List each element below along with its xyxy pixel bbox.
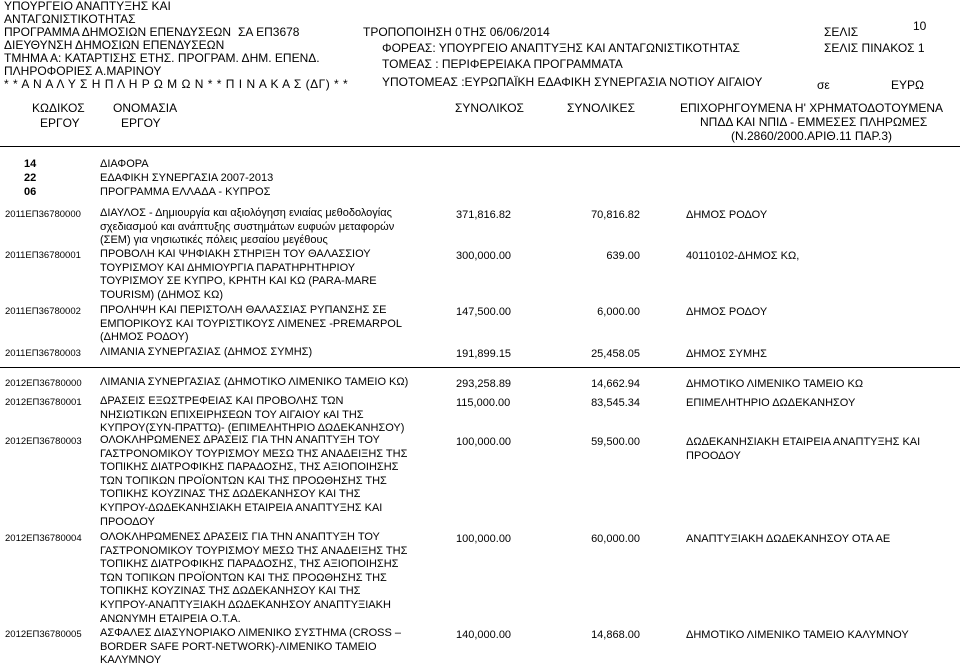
beneficiary-line: 40110102-ΔΗΜΟΣ ΚΩ,: [686, 250, 800, 262]
project-name-line: ΓΑΣΤΡΟΝΟΜΙΚΟΥ ΤΟΥΡΙΣΜΟΥ ΜΕΣΩ ΤΗΣ ΑΝΑΔΕΙΞΗΣ ΤΗΣ: [100, 544, 408, 557]
project-name-line: ΠΡΟΛΗΨΗ ΚΑΙ ΠΕΡΙΣΤΟΛΗ ΘΑΛΑΣΣΙΑΣ ΡΥΠΑΝΣΗΣ ΣΕ: [100, 304, 387, 316]
project-name-line: ΠΡΟΒΟΛΗ ΚΑΙ ΨΗΦΙΑΚΗ ΣΤΗΡΙΞΗ ΤΟΥ ΘΑΛΑΣΣΙΟΥ: [100, 248, 371, 260]
total-payments-value: 639.00: [606, 250, 640, 262]
project-name-line: ΚΥΠΡΟΥ(ΣΥΝ-ΠΡΑΤΤΩ)- (ΕΠΙΜΕΛΗΤΗΡΙΟ ΔΩΔΕΚΑΝΗΣΟΥ): [100, 422, 405, 435]
beneficiary-line: ΔΗΜΟΤΙΚΟ ΛΙΜΕΝΙΚΟ ΤΑΜΕΙΟ ΚΑΛΥΜΝΟΥ: [686, 629, 909, 641]
total-cost-value: 100,000.00: [456, 436, 512, 448]
total-payments-value: 14,662.94: [591, 378, 640, 390]
project-name-line: (ΔΗΜΟΣ ΡΟΔΟΥ): [100, 331, 189, 344]
col-beneficiary-line-2: ΝΠΔΔ ΚΑΙ ΝΠΙΔ - ΕΜΜΕΣΕΣ ΠΛΗΡΩΜΕΣ: [700, 115, 928, 129]
unit-se: σε: [817, 78, 830, 92]
col-code-line-2: ΕΡΓΟΥ: [40, 116, 80, 130]
beneficiary-line: ΔΗΜΟΣ ΡΟΔΟΥ: [686, 306, 768, 318]
foreas-line: ΦΟΡΕΑΣ: ΥΠΟΥΡΓΕΙΟ ΑΝΑΠΤΥΞΗΣ ΚΑΙ ΑΝΤΑΓΩΝΙΣΤΙΚΟΤΗΤΑΣ: [382, 41, 740, 55]
project-name-line: ΕΜΠΟΡΙΚΟΥΣ ΚΑΙ ΤΟΥΡΙΣΤΙΚΟΥΣ ΛΙΜΕΝΕΣ -PREMARPOL: [100, 317, 402, 330]
beneficiary-line: ΕΠΙΜΕΛΗΤΗΡΙΟ ΔΩΔΕΚΑΝΗΣΟΥ: [686, 397, 856, 409]
project-name-line: (ΣΕΜ) για νησιωτικές πόλεις μεσαίου μεγέθους: [100, 234, 328, 247]
project-name-line: ΤΟΠΙΚΗΣ ΔΙΑΤΡΟΦΙΚΗΣ ΠΑΡΑΔΟΣΗΣ, ΤΗΣ ΑΞΙΟΠΟΙΗΣΗΣ: [100, 558, 399, 571]
project-name-line: ΤΟΠΙΚΗΣ ΔΙΑΤΡΟΦΙΚΗΣ ΠΑΡΑΔΟΣΗΣ, ΤΗΣ ΑΞΙΟΠΟΙΗΣΗΣ: [100, 461, 399, 474]
ministry-line-1: ΥΠΟΥΡΓΕΙΟ ΑΝΑΠΤΥΞΗΣ ΚΑΙ: [4, 0, 171, 13]
beneficiary-line: ΑΝΑΠΤΥΞΙΑΚΗ ΔΩΔΕΚΑΝΗΣΟΥ ΟΤΑ ΑΕ: [686, 533, 891, 545]
col-beneficiary-line-3: (Ν.2860/2000.ΑΡΙΘ.11 ΠΑΡ.3): [731, 129, 892, 143]
project-code: 2012ΕΠ36780000: [5, 378, 82, 389]
total-payments-value: 59,500.00: [591, 436, 640, 448]
total-payments-value: 6,000.00: [597, 306, 640, 318]
page-label: ΣΕΛΙΣ: [824, 25, 859, 39]
beneficiary-line: ΠΡΟΟΔΟΥ: [686, 449, 741, 462]
ypotomeas-line: ΥΠΟΤΟΜΕΑΣ :ΕΥΡΩΠΑΪΚΗ ΕΔΑΦΙΚΗ ΣΥΝΕΡΓΑΣΙΑ ΝΟΤΙΟΥ ΑΙΓΑΙΟΥ: [382, 75, 763, 89]
project-name-line: ΚΑΛΥΜΝΟΥ: [100, 654, 162, 667]
project-name-line: ΚΥΠΡΟΥ-ΔΩΔΕΚΑΝΗΣΙΑΚΗ ΕΤΑΙΡΕΙΑ ΑΝΑΠΤΥΞΗΣ ΚΑΙ: [100, 502, 383, 514]
project-code: 2011ΕΠ36780001: [5, 250, 81, 261]
tomeas-line: ΤΟΜΕΑΣ : ΠΕΡΙΦΕΡΕΙΑΚΑ ΠΡΟΓΡΑΜΜΑΤΑ: [382, 57, 623, 71]
info-line: ΠΛΗΡΟΦΟΡΙΕΣ Α.ΜΑΡΙΝΟΥ: [4, 64, 162, 78]
project-code: 2012ΕΠ36780003: [5, 436, 82, 447]
project-name-line: ΤΩΝ ΤΟΠΙΚΩΝ ΠΡΟΪΟΝΤΩΝ ΚΑΙ ΤΗΣ ΠΡΟΩΘΗΣΗΣ ΤΗΣ: [100, 571, 387, 584]
project-name-line: ΔΙΑΥΛΟΣ - Δημιουργία και αξιολόγηση ενιαίας μεθοδολογίας: [100, 207, 392, 219]
beneficiary-line: ΔΗΜΟΣ ΣΥΜΗΣ: [686, 348, 767, 360]
total-cost-value: 371,816.82: [456, 209, 512, 221]
total-cost-value: 100,000.00: [456, 533, 512, 545]
group-label: ΠΡΟΓΡΑΜΜΑ ΕΛΛΑΔΑ - ΚΥΠΡΟΣ: [100, 186, 271, 198]
year-divider: [0, 367, 960, 368]
project-name-line: ΟΛΟΚΛΗΡΩΜΕΝΕΣ ΔΡΑΣΕΙΣ ΓΙΑ ΤΗΝ ΑΝΑΠΤΥΞΗ ΤΟΥ: [100, 434, 380, 446]
project-name-line: ΤΟΥΡΙΣΜΟΥ ΣΕ ΚΥΠΡΟ, ΚΡΗΤΗ ΚΑΙ ΚΩ (PARA-MARE: [100, 275, 377, 288]
total-cost-value: 300,000.00: [456, 250, 512, 262]
col-name-line-1: ΟΝΟΜΑΣΙΑ: [113, 101, 178, 115]
sa-code: ΣΑ ΕΠ3678: [238, 25, 300, 39]
directorate-line: ΔΙΕΥΘΥΝΣΗ ΔΗΜΟΣΙΩΝ ΕΠΕΝΔΥΣΕΩΝ: [4, 38, 225, 52]
project-name-line: ΤΟΠΙΚΗΣ ΚΟΥΖΙΝΑΣ ΤΗΣ ΔΩΔΕΚΑΝΗΣΟΥ ΚΑΙ ΤΗΣ: [100, 585, 361, 598]
total-cost-value: 191,899.15: [456, 348, 512, 360]
project-name-line: ΑΝΩΝΥΜΗ ΕΤΑΙΡΕΙΑ Ο.Τ.Α.: [100, 612, 241, 625]
project-name-line: ΠΡΟΟΔΟΥ: [100, 515, 155, 528]
ministry-line-2: ΑΝΤΑΓΩΝΙΣΤΙΚΟΤΗΤΑΣ: [4, 12, 136, 26]
group-code: 06: [24, 186, 37, 198]
page-number: 10: [913, 19, 927, 33]
project-code: 2012ΕΠ36780004: [5, 533, 82, 544]
total-cost-value: 293,258.89: [456, 378, 512, 390]
project-code: 2011ΕΠ36780003: [5, 348, 81, 359]
unit-currency: ΕΥΡΩ: [891, 78, 924, 92]
table-page-label: ΣΕΛΙΣ ΠΙΝΑΚΟΣ 1: [824, 41, 925, 55]
project-name-line: ΓΑΣΤΡΟΝΟΜΙΚΟΥ ΤΟΥΡΙΣΜΟΥ ΜΕΣΩ ΤΗΣ ΑΝΑΔΕΙΞΗΣ ΤΗΣ: [100, 447, 408, 460]
department-line: ΤΜΗΜΑ Α: ΚΑΤΑΡΤΙΣΗΣ ΕΤΗΣ. ΠΡΟΓΡΑΜ. ΔΗΜ. ΕΠΕΝΔ.: [4, 51, 320, 65]
project-name-line: BORDER SAFE PORT-NETWORK)-ΛΙΜΕΝΙΚΟ ΤΑΜΕΙΟ: [100, 640, 377, 653]
total-payments-value: 25,458.05: [591, 348, 640, 360]
project-name-line: TOURISM) (ΔΗΜΟΣ ΚΩ): [100, 288, 223, 301]
group-code: 14: [24, 158, 37, 170]
col-name-line-2: ΕΡΓΟΥ: [121, 116, 161, 130]
group-label: ΔΙΑΦΟΡΑ: [100, 158, 149, 170]
document-date: ΤΗΣ 06/06/2014: [463, 25, 550, 39]
project-name-line: ΤΟΥΡΙΣΜΟΥ ΚΑΙ ΔΗΜΙΟΥΡΓΙΑ ΠΑΡΑΤΗΡΗΤΗΡΙΟΥ: [100, 261, 356, 274]
total-cost-value: 147,500.00: [456, 306, 512, 318]
modification-number: ΤΡΟΠΟΠΟΙΗΣΗ 0: [363, 25, 462, 39]
beneficiary-line: ΔΗΜΟΤΙΚΟ ΛΙΜΕΝΙΚΟ ΤΑΜΕΙΟ ΚΩ: [686, 378, 864, 390]
project-name-line: ΔΡΑΣΕΙΣ ΕΞΩΣΤΡΕΦΕΙΑΣ ΚΑΙ ΠΡΟΒΟΛΗΣ ΤΩΝ: [100, 395, 344, 407]
project-name-line: ΚΥΠΡΟΥ-ΑΝΑΠΤΥΞΙΑΚΗ ΔΩΔΕΚΑΝΗΣΟΥ ΑΝΑΠΤΥΞΙΑΚΗ: [100, 599, 391, 611]
total-payments-value: 70,816.82: [591, 209, 640, 221]
group-label: ΕΔΑΦΙΚΗ ΣΥΝΕΡΓΑΣΙΑ 2007-2013: [100, 172, 274, 184]
total-payments-value: 83,545.34: [591, 397, 640, 409]
total-payments-value: 60,000.00: [591, 533, 640, 545]
header-divider: [0, 146, 960, 147]
project-code: 2012ΕΠ36780001: [5, 397, 82, 408]
project-name-line: ΝΗΣΙΩΤΙΚΩΝ ΕΠΙΧΕΙΡΗΣΕΩΝ ΤΟΥ ΑΙΓΑΙΟΥ κΑΙ ΤΗΣ: [100, 408, 364, 421]
project-name-line: ΛΙΜΑΝΙΑ ΣΥΝΕΡΓΑΣΙΑΣ (ΔΗΜΟΣ ΣΥΜΗΣ): [100, 346, 313, 358]
project-name-line: σχεδιασμού και ανάπτυξης συστημάτων ευφυών μεταφορών: [100, 220, 395, 233]
beneficiary-line: ΔΗΜΟΣ ΡΟΔΟΥ: [686, 209, 768, 221]
total-payments-value: 14,868.00: [591, 629, 640, 641]
col-total-payments: ΣΥΝΟΛΙΚΕΣ: [567, 101, 635, 115]
project-name-line: ΟΛΟΚΛΗΡΩΜΕΝΕΣ ΔΡΑΣΕΙΣ ΓΙΑ ΤΗΝ ΑΝΑΠΤΥΞΗ ΤΟΥ: [100, 531, 380, 543]
total-cost-value: 140,000.00: [456, 629, 512, 641]
project-code: 2011ΕΠ36780000: [5, 209, 81, 220]
analysis-title: * * Α Ν Α Λ Υ Σ Η Π Λ Η Ρ Ω Μ Ω Ν * * Π Ι Ν Α Κ Α Σ (ΔΓ) * *: [4, 77, 349, 91]
project-code: 2011ΕΠ36780002: [5, 306, 81, 317]
project-name-line: ΑΣΦΑΛΕΣ ΔΙΑΣΥΝΟΡΙΑΚΟ ΛΙΜΕΝΙΚΟ ΣΥΣΤΗΜΑ (CROSS –: [100, 627, 401, 639]
col-total-cost: ΣΥΝΟΛΙΚΟΣ: [455, 101, 524, 115]
project-name-line: ΤΟΠΙΚΗΣ ΚΟΥΖΙΝΑΣ ΤΗΣ ΔΩΔΕΚΑΝΗΣΟΥ ΚΑΙ ΤΗΣ: [100, 488, 361, 501]
beneficiary-line: ΔΩΔΕΚΑΝΗΣΙΑΚΗ ΕΤΑΙΡΕΙΑ ΑΝΑΠΤΥΞΗΣ ΚΑΙ: [686, 436, 921, 448]
total-cost-value: 115,000.00: [456, 397, 511, 409]
project-name-line: ΤΩΝ ΤΟΠΙΚΩΝ ΠΡΟΪΟΝΤΩΝ ΚΑΙ ΤΗΣ ΠΡΟΩΘΗΣΗΣ ΤΗΣ: [100, 474, 387, 487]
program-line: ΠΡΟΓΡΑΜΜΑ ΔΗΜΟΣΙΩΝ ΕΠΕΝΔΥΣΕΩΝ: [4, 25, 231, 39]
project-name-line: ΛΙΜΑΝΙΑ ΣΥΝΕΡΓΑΣΙΑΣ (ΔΗΜΟΤΙΚΟ ΛΙΜΕΝΙΚΟ ΤΑΜΕΙΟ ΚΩ): [100, 376, 409, 388]
group-code: 22: [24, 172, 37, 184]
col-code-line-1: ΚΩΔΙΚΟΣ: [32, 101, 85, 115]
col-beneficiary-line-1: ΕΠΙΧΟΡΗΓΟΥΜΕΝΑ Η' ΧΡΗΜΑΤΟΔΟΤΟΥΜΕΝΑ: [680, 101, 944, 115]
project-code: 2012ΕΠ36780005: [5, 629, 82, 640]
